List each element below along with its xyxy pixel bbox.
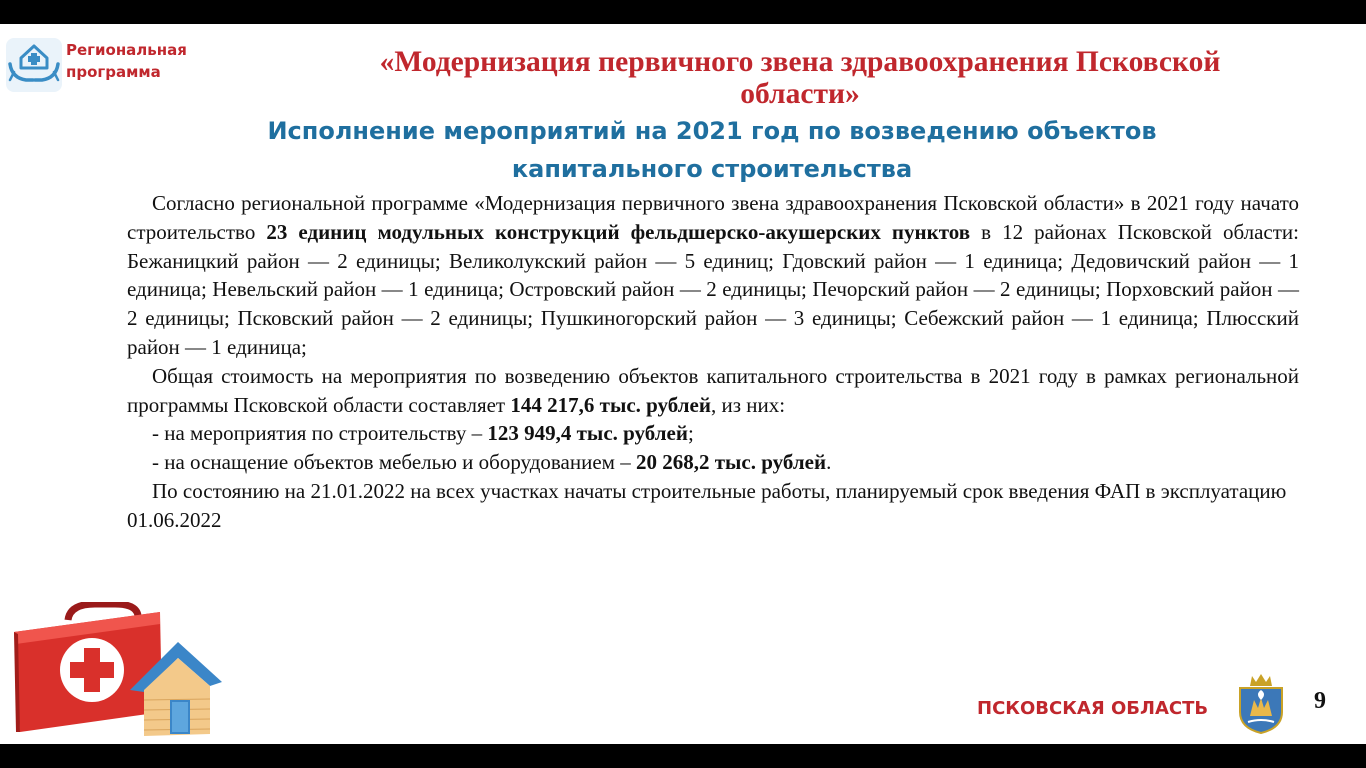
paragraph-text: , из них: <box>710 392 786 417</box>
paragraph-construction <box>127 189 1299 362</box>
region-label: ПСКОВСКАЯ ОБЛАСТЬ <box>977 698 1209 719</box>
list-item-text: - на мероприятия по строительству – <box>152 421 488 446</box>
logo-line-2: программа <box>66 63 161 81</box>
slide-body <box>127 189 1299 535</box>
regional-program-logo <box>6 38 187 92</box>
paragraph-bold: 144 217,6 тыс. рублей <box>510 392 711 417</box>
logo-line-1: Региональная <box>66 41 187 59</box>
paragraph-status: По состоянию на 21.01.2022 на всех участках начаты строительные работы, планируемый срок введения ФАП в эксплуатацию 01.06.2022 <box>127 478 1287 532</box>
list-item-bold: 123 949,4 тыс. рублей <box>487 421 688 446</box>
list-item-text: . <box>826 450 832 475</box>
pskov-coat-of-arms-icon <box>1234 672 1288 734</box>
slide-title: «Модернизация первичного звена здравоохранения Псковской области» <box>379 46 1221 110</box>
list-item-text: - на оснащение объектов мебелью и оборудованием – <box>152 450 636 475</box>
logo-text <box>66 39 187 83</box>
paragraph-text: Согласно региональной программе «Модернизация первичного звена здравоохранения Псковской области» в 2021 году начато строительство <box>127 191 1299 244</box>
page-number: 9 <box>1314 688 1326 714</box>
list-item-bold: 20 268,2 тыс. рублей <box>635 450 827 475</box>
slide <box>0 24 1366 744</box>
hands-heart-icon <box>6 38 62 92</box>
paragraph-text: в 12 районах Псковской области: Бежаницкий район — 2 единицы; Великолукский район — 5 единиц; Гдовский район — 1 единица; Дедовичский район — 1 единица; Невельский район — 1 единица; Островский район — 2 единицы; Печорский район — 2 единицы; Порховский район — 2 единицы; Псковский район — 2 единицы; Пушкиногорский район — 3 единицы; Себежский район — 1 единица; Плюсский район — 1 единица; <box>127 219 1299 359</box>
paragraph-text: Общая стоимость на мероприятия по возведению объектов капитального строительства в 2021 году в рамках региональной программы Псковской области составляет <box>127 363 1299 417</box>
first-aid-kit-house-icon <box>10 602 225 742</box>
paragraph-bold: 23 единиц модульных конструкций фельдшерско-акушерских пунктов <box>266 219 971 244</box>
slide-subtitle: Исполнение мероприятий на 2021 год по возведению объектов капитального строительства <box>267 117 1157 183</box>
list-item-construction-cost <box>127 419 1299 448</box>
list-item-text: ; <box>687 421 694 446</box>
paragraph-total-cost <box>127 362 1299 420</box>
list-item-equipment-cost <box>127 448 1299 477</box>
